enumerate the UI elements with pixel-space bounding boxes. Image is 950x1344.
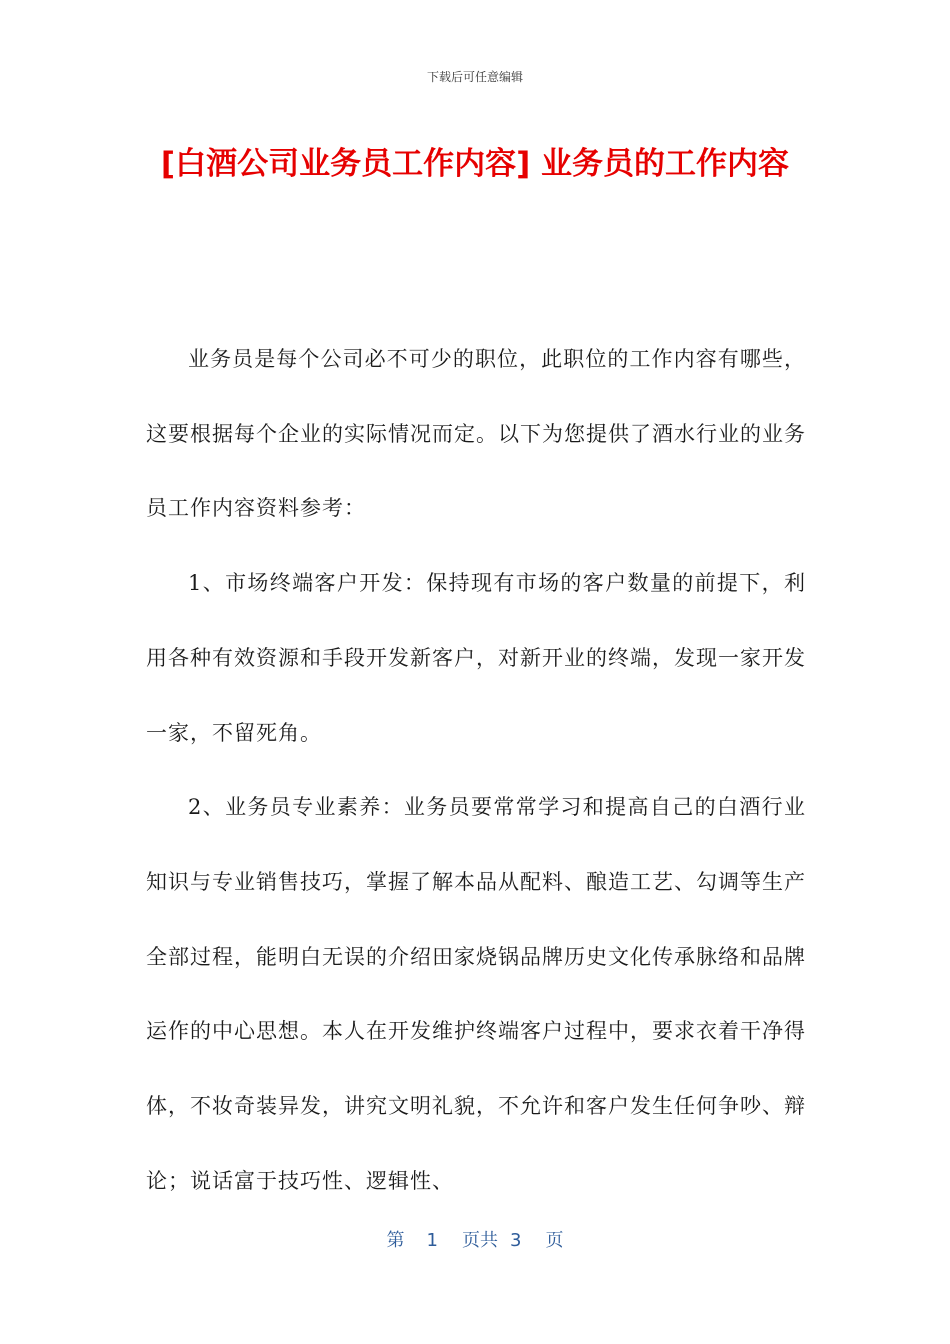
page-suffix: 页 xyxy=(545,1230,564,1251)
document-body xyxy=(146,322,806,1218)
document-title: [白酒公司业务员工作内容] 业务员的工作内容 xyxy=(160,146,790,182)
page-total-number: 3 xyxy=(510,1230,522,1251)
page-middle: 页共 xyxy=(462,1230,498,1251)
header-note: 下载后可任意编辑 xyxy=(426,70,523,84)
paragraph-professional-quality: 2、业务员专业素养：业务员要常常学习和提高自己的白酒行业知识与专业销售技巧，掌握了解本品从配料、酿造工艺、勾调等生产全部过程，能明白无误的介绍田家烧锅品牌历史文化传承脉络和品牌运作的中心思想。本人在开发维护终端客户过程中，要求衣着干净得体，不妆奇装异发，讲究文明礼貌，不允许和客户发生任何争吵、辩论；说话富于技巧性、逻辑性、 xyxy=(146,795,806,1193)
paragraph-market-development: 1、市场终端客户开发：保持现有市场的客户数量的前提下，利用各种有效资源和手段开发新客户，对新开业的终端，发现一家开发一家，不留死角。 xyxy=(146,571,806,745)
page-footer xyxy=(0,1226,950,1252)
paragraph-intro: 业务员是每个公司必不可少的职位，此职位的工作内容有哪些，这要根据每个企业的实际情况而定。以下为您提供了酒水行业的业务员工作内容资料参考： xyxy=(146,347,806,521)
page-prefix: 第 xyxy=(386,1230,405,1251)
page-current-number: 1 xyxy=(426,1230,438,1251)
